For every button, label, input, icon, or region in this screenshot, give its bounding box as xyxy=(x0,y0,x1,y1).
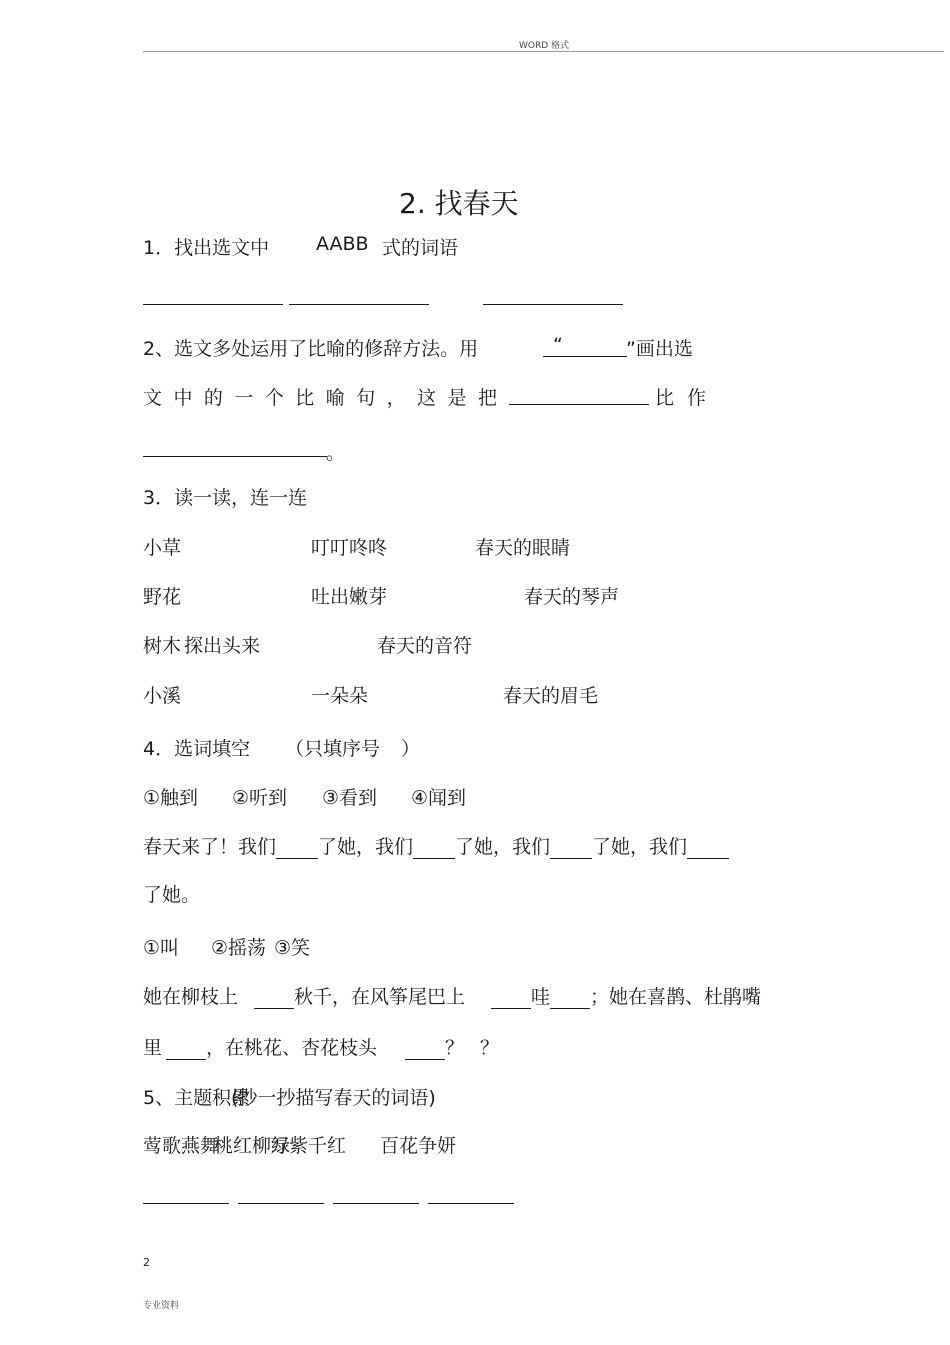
q2-char: 比 xyxy=(295,387,315,409)
q2-zuo: 作 xyxy=(687,387,707,409)
q5-word: 桃红柳绿 xyxy=(214,1135,291,1157)
q2-blank-b[interactable] xyxy=(143,456,327,457)
q4-s2-text: ；她在喜鹊、杜鹃嘴 xyxy=(590,986,762,1008)
q2-end: 。 xyxy=(326,442,346,464)
q1-pattern: AABB xyxy=(316,233,369,255)
q4-option: ①叫 xyxy=(143,937,180,959)
q3-row1-b: 叮叮咚咚 xyxy=(311,537,388,559)
page-header: WORD 格式 xyxy=(519,41,570,51)
q4-label: 4．选词填空 xyxy=(143,738,251,760)
q1-tail: 式的词语 xyxy=(382,237,459,259)
q4-s2-text: 哇 xyxy=(531,986,551,1008)
page-number: 2 xyxy=(143,1256,150,1269)
q3-row3-b: 探出头来 xyxy=(184,635,261,657)
q4-s2-blank[interactable] xyxy=(550,988,590,1009)
q3-row1-a: 小草 xyxy=(143,537,182,559)
q3-row2-b: 吐出嫩芽 xyxy=(311,586,388,608)
q4-s2-text: ，在桃花、杏花枝头 xyxy=(206,1037,378,1059)
q4-sentence2-line1 xyxy=(143,982,761,1009)
q4-note: （只填序号 xyxy=(285,738,381,760)
q2-line2 xyxy=(143,383,497,410)
q4-option: ①触到 xyxy=(143,787,199,809)
q4-s1-text: 了她，我们 xyxy=(455,836,551,858)
q4-option: ②听到 xyxy=(232,787,288,809)
q1-blank-1[interactable] xyxy=(143,304,283,305)
q4-s1-blank[interactable] xyxy=(413,838,455,859)
q3-row4-a: 小溪 xyxy=(143,685,182,707)
q2-char: 把 xyxy=(477,387,497,409)
q4-s2-text: ？ xyxy=(445,1037,465,1059)
q4-option: ④闻到 xyxy=(411,787,467,809)
q4-s2-text: 秋千，在风筝尾巴上 xyxy=(294,986,466,1008)
q5-label: 5、主题积累 xyxy=(143,1087,251,1109)
q4-s1-blank[interactable] xyxy=(687,838,729,859)
q3-row4-c: 春天的眉毛 xyxy=(503,685,599,707)
q4-s1-blank[interactable] xyxy=(550,838,592,859)
q4-s2-text: 她在柳枝上 xyxy=(143,986,239,1008)
page-title: 2. 找春天 xyxy=(399,187,519,220)
q1-label: 1．找出选文中 xyxy=(143,237,270,259)
q2-quote-blank[interactable] xyxy=(543,356,627,357)
q4-note-close: ） xyxy=(401,738,421,760)
q2-char: 句 xyxy=(356,387,376,409)
q4-s2-blank[interactable] xyxy=(166,1039,206,1060)
q3-row2-a: 野花 xyxy=(143,586,182,608)
q3-label: 3．读一读，连一连 xyxy=(143,487,308,509)
q4-s1-text: 春天来了！我们 xyxy=(143,836,277,858)
footer-note: 专业资料 xyxy=(143,1301,180,1311)
q4-s1-text: 了她，我们 xyxy=(318,836,414,858)
q4-option: ③看到 xyxy=(322,787,378,809)
q1-blank-3[interactable] xyxy=(483,304,623,305)
q2-char: ， xyxy=(386,387,406,409)
q5-blank-3[interactable] xyxy=(333,1203,419,1204)
q3-row4-b: 一朵朵 xyxy=(311,685,369,707)
q4-option: ③笑 xyxy=(274,937,311,959)
q2-quote-open: “ xyxy=(553,334,563,356)
q5-word: 莺歌燕舞 xyxy=(143,1135,220,1157)
q2-char: 是 xyxy=(447,387,467,409)
q4-option: ②摇荡 xyxy=(211,937,267,959)
q4-s1-end: 了她。 xyxy=(143,884,201,906)
q2-char: 这 xyxy=(417,387,437,409)
q4-s2-blank[interactable] xyxy=(254,988,294,1009)
q2-char: 一 xyxy=(234,387,254,409)
q5-word: 百花争妍 xyxy=(380,1135,457,1157)
q4-s1-blank[interactable] xyxy=(276,838,318,859)
q2-char: 个 xyxy=(264,387,284,409)
q5-blank-1[interactable] xyxy=(143,1203,229,1204)
header-rule xyxy=(143,51,944,52)
q4-s2-text: ？ xyxy=(480,1037,500,1059)
q3-row2-c: 春天的琴声 xyxy=(524,586,620,608)
q5-note: (抄一抄描写春天的词语) xyxy=(231,1087,436,1109)
q2-char: 喻 xyxy=(325,387,345,409)
q2-bi: 比 xyxy=(655,387,675,409)
q4-s1-text: 了她，我们 xyxy=(592,836,688,858)
q4-sentence2-line2 xyxy=(143,1033,499,1060)
q5-blank-2[interactable] xyxy=(238,1203,324,1204)
q3-row1-c: 春天的眼睛 xyxy=(475,537,571,559)
q1-blank-2[interactable] xyxy=(289,304,429,305)
q2-quote-close: ”画出选 xyxy=(626,338,693,360)
q2-blank-a[interactable] xyxy=(509,404,649,405)
q5-word: 万紫千红 xyxy=(270,1135,347,1157)
q2-line1: 2、选文多处运用了比喻的修辞方法。用 xyxy=(143,338,479,360)
q2-char: 文 xyxy=(143,387,163,409)
q4-s2-blank[interactable] xyxy=(491,988,531,1009)
q4-s2-text: 里 xyxy=(143,1037,163,1059)
q2-char: 中 xyxy=(173,387,193,409)
q3-row3-a: 树木 xyxy=(143,635,182,657)
q5-blank-4[interactable] xyxy=(428,1203,514,1204)
q3-row3-c: 春天的音符 xyxy=(377,635,473,657)
q4-sentence1 xyxy=(143,832,729,859)
q4-s2-blank[interactable] xyxy=(405,1039,445,1060)
q2-char: 的 xyxy=(203,387,223,409)
